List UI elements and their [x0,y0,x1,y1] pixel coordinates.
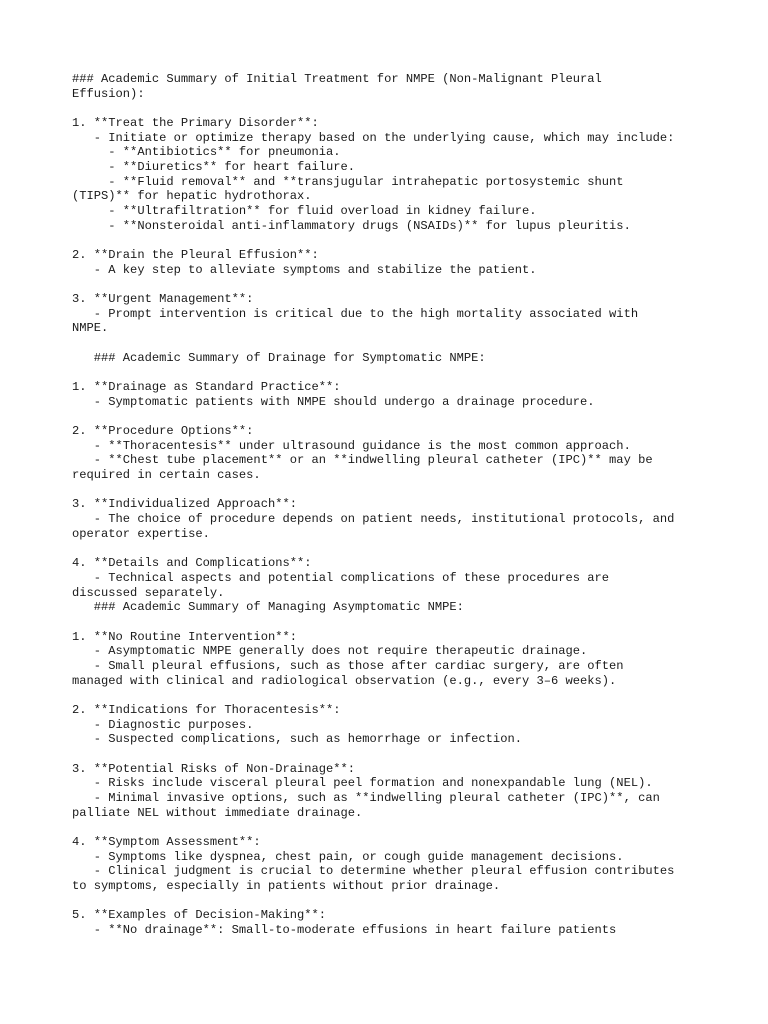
text-line: - **Antibiotics** for pneumonia. [72,145,341,160]
text-line: 5. **Examples of Decision-Making**: [72,908,327,923]
text-line: managed with clinical and radiological observation (e.g., every 3–6 weeks). [72,673,617,688]
text-line: - **No drainage**: Small-to-moderate effusions in heart failure patients [72,922,617,937]
text-line: ### Academic Summary of Initial Treatment for NMPE (Non-Malignant Pleural [72,72,602,86]
text-line: 3. **Urgent Management**: [72,292,254,307]
text-line: - **Ultrafiltration** for fluid overload in kidney failure. [72,204,537,219]
text-line: ### Academic Summary of Managing Asymptomatic NMPE: [72,600,464,615]
text-line: - Minimal invasive options, such as **indwelling pleural catheter (IPC)**, can [72,790,660,805]
document-body [72,72,674,938]
text-line: NMPE. [72,321,109,336]
text-line: - Suspected complications, such as hemorrhage or infection. [72,732,522,747]
text-line: 1. **No Routine Intervention**: [72,629,297,644]
text-line: - Clinical judgment is crucial to determine whether pleural effusion contributes [72,864,675,879]
text-line: - The choice of procedure depends on patient needs, institutional protocols, and [72,512,675,527]
text-line: - Risks include visceral pleural peel formation and nonexpandable lung (NEL). [72,776,653,791]
text-line: - Diagnostic purposes. [72,717,254,732]
text-line: 2. **Indications for Thoracentesis**: [72,702,341,717]
text-line: 4. **Symptom Assessment**: [72,834,261,849]
text-line: 1. **Treat the Primary Disorder**: [72,116,319,131]
text-line: discussed separately. [72,585,225,600]
text-line: - Prompt intervention is critical due to the high mortality associated with [72,306,639,321]
text-line: to symptoms, especially in patients without prior drainage. [72,878,501,893]
text-line: - A key step to alleviate symptoms and stabilize the patient. [72,262,537,277]
text-line: ### Academic Summary of Drainage for Symptomatic NMPE: [72,350,486,365]
text-line: - Technical aspects and potential complications of these procedures are [72,570,610,585]
text-line: 2. **Drain the Pleural Effusion**: [72,248,319,263]
text-line: 3. **Individualized Approach**: [72,497,297,512]
text-line: - Symptoms like dyspnea, chest pain, or cough guide management decisions. [72,849,624,864]
text-line: - Asymptomatic NMPE generally does not require therapeutic drainage. [72,644,588,659]
text-line: - Symptomatic patients with NMPE should undergo a drainage procedure. [72,394,595,409]
text-line: - **Thoracentesis** under ultrasound guidance is the most common approach. [72,438,631,453]
text-line: required in certain cases. [72,468,261,483]
text-line: operator expertise. [72,526,210,541]
text-line: 4. **Details and Complications**: [72,556,312,571]
text-line: Effusion): [72,86,145,101]
text-line: - **Fluid removal** and **transjugular intrahepatic portosystemic shunt [72,174,624,189]
text-line: - **Chest tube placement** or an **indwelling pleural catheter (IPC)** may be [72,453,653,468]
text-line: - Small pleural effusions, such as those after cardiac surgery, are often [72,658,624,673]
text-line: - **Diuretics** for heart failure. [72,160,356,175]
text-line: (TIPS)** for hepatic hydrothorax. [72,189,312,204]
text-line: 3. **Potential Risks of Non-Drainage**: [72,761,356,776]
text-line: 1. **Drainage as Standard Practice**: [72,380,341,395]
text-line: - **Nonsteroidal anti-inflammatory drugs (NSAIDs)** for lupus pleuritis. [72,218,631,233]
text-line: 2. **Procedure Options**: [72,424,254,439]
text-line: palliate NEL without immediate drainage. [72,805,363,820]
text-line: - Initiate or optimize therapy based on the underlying cause, which may include: [72,130,675,145]
